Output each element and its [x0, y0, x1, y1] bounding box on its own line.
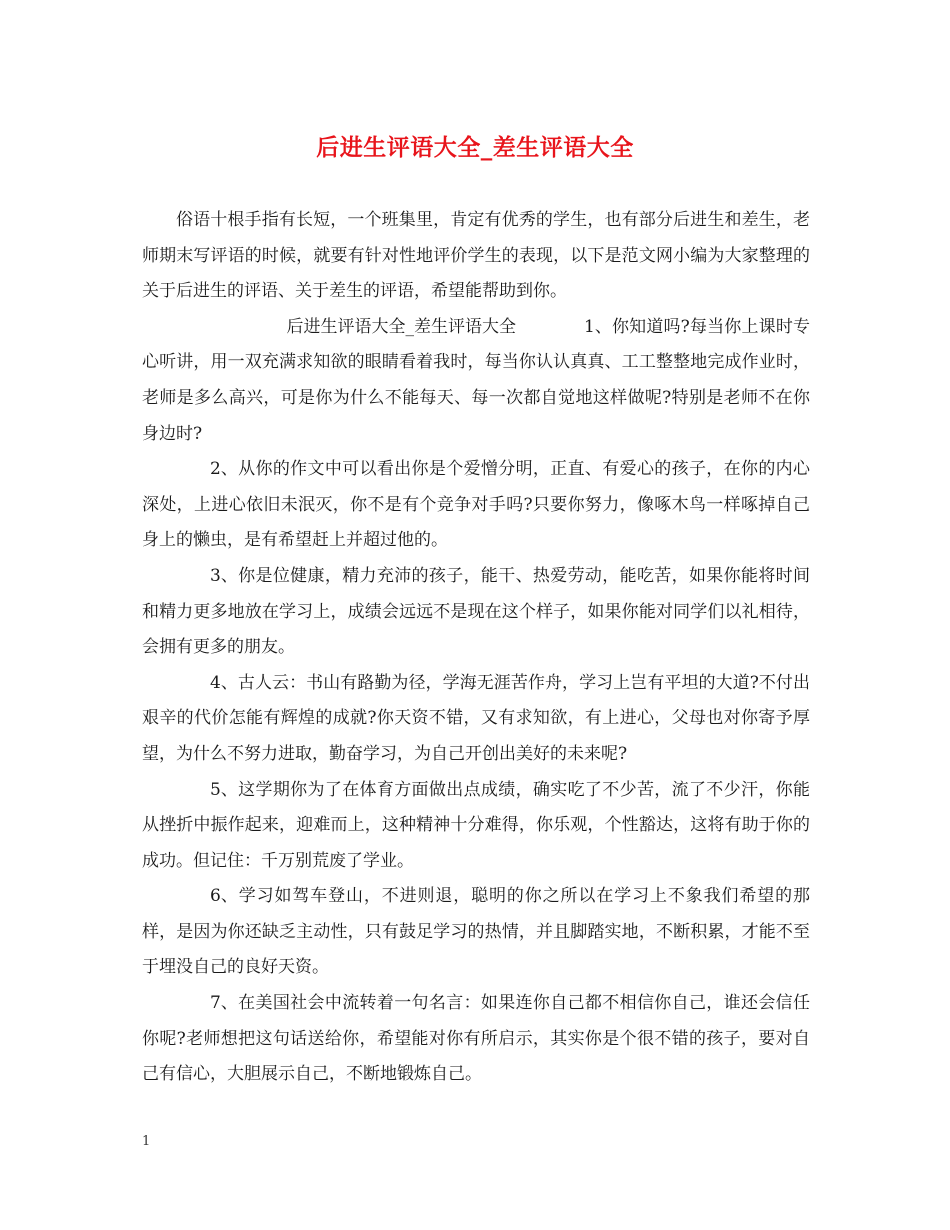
document-body [142, 203, 810, 1093]
list-item [142, 773, 810, 880]
item-text: 在美国社会中流转着一句名言：如果连你自己都不相信你自己，谁还会信任你呢?老师想把这句话送给你，希望能对你有所启示，其实你是个很不错的孩子，要对自己有信心，大胆展示自己，不断地锻炼自己。 [142, 993, 810, 1085]
item-text: 古人云：书山有路勤为径，学海无涯苦作舟，学习上岂有平坦的大道?不付出艰辛的代价怎能有辉煌的成就?你天资不错，又有求知欲，有上进心，父母也对你寄予厚望，为什么不努力进取，勤奋学习，为自己开创出美好的未来呢? [142, 672, 810, 764]
intro-paragraph: 俗语十根手指有长短，一个班集里，肯定有优秀的学生，也有部分后进生和差生，老师期末写评语的时候，就要有针对性地评价学生的表现，以下是范文网小编为大家整理的关于后进生的评语、关于差生的评语，希望能帮助到你。 [142, 210, 810, 302]
list-item [142, 310, 810, 452]
item-number: 5、 [210, 779, 238, 800]
item-text: 你是位健康，精力充沛的孩子，能干、热爱劳动，能吃苦，如果你能将时间和精力更多地放在学习上，成绩会远远不是现在这个样子，如果你能对同学们以礼相待，会拥有更多的朋友。 [142, 565, 810, 658]
list-item [142, 879, 810, 986]
item-number: 6、 [210, 886, 238, 907]
list-item [142, 666, 810, 773]
page-number: 1 [142, 1134, 151, 1149]
list-item [142, 559, 810, 666]
document-title: 后进生评语大全_差生评语大全 [316, 135, 634, 161]
item-number: 1、 [584, 316, 612, 337]
item-number: 3、 [210, 565, 238, 586]
list-item [142, 452, 810, 559]
inline-subtitle: 后进生评语大全_差生评语大全 [286, 316, 516, 337]
item-text: 学习如驾车登山，不进则退，聪明的你之所以在学习上不象我们希望的那样，是因为你还缺乏主动性，只有鼓足学习的热情，并且脚踏实地，不断积累，才能不至于埋没自己的良好天资。 [142, 886, 810, 978]
item-number: 4、 [210, 672, 238, 693]
list-item [142, 986, 810, 1093]
item-number: 7、 [210, 993, 238, 1014]
item-number: 2、 [210, 459, 238, 480]
item-text: 这学期你为了在体育方面做出点成绩，确实吃了不少苦，流了不少汗，你能从挫折中振作起来，迎难而上，这种精神十分难得，你乐观，个性豁达，这将有助于你的成功。但记住：千万别荒废了学业。 [142, 779, 810, 871]
item-text: 从你的作文中可以看出你是个爱憎分明，正直、有爱心的孩子，在你的内心深处，上进心依旧未泯灭，你不是有个竞争对手吗?只要你努力，像啄木鸟一样啄掉自己身上的懒虫，是有希望赶上并超过他的。 [142, 459, 810, 551]
item-text: 你知道吗?每当你上课时专心听讲，用一双充满求知欲的眼睛看着我时，每当你认认真真、工工整整地完成作业时，老师是多么高兴，可是你为什么不能每天、每一次都自觉地这样做呢?特别是老师不在你身边时? [142, 316, 810, 444]
